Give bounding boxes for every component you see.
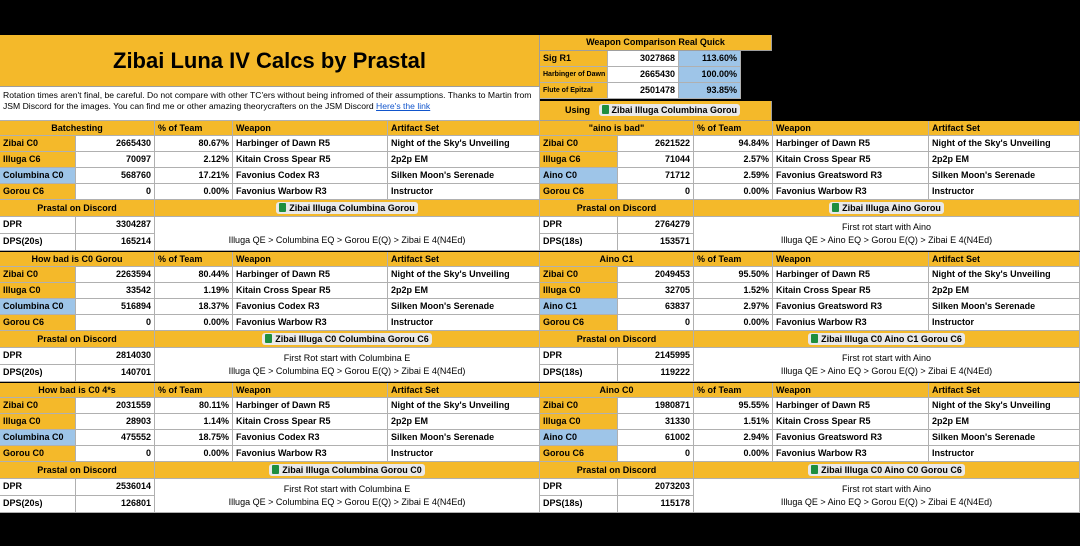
artifact-value: Instructor [929,315,1080,331]
stat-value: 2814030 [76,348,155,365]
percent-value: 0.00% [155,446,233,462]
artifact-value: Night of the Sky's Unveiling [929,398,1080,414]
character-row [540,414,1080,430]
character-name: Columbina C0 [0,430,76,446]
weapon-value: Kitain Cross Spear R5 [773,414,929,430]
weapon-value: Favonius Warbow R3 [773,315,929,331]
weapon-value: Favonius Warbow R3 [773,184,929,200]
character-row [540,430,1080,446]
percent-value: 113.60% [679,51,741,67]
artifact-value: 2p2p EM [929,283,1080,299]
spreadsheet [0,35,1080,512]
artifact-value: Instructor [388,315,540,331]
damage-value: 63837 [618,299,694,315]
character-name: Illuga C0 [0,283,76,299]
damage-value: 70097 [76,152,155,168]
character-row [0,446,540,462]
character-row [540,267,1080,283]
stat-label: DPR [540,479,618,496]
team-chip-label: Zibai Illuga Aino Gorou [842,203,941,213]
artifact-value: Night of the Sky's Unveiling [929,267,1080,283]
using-chip-label: Zibai Illuga Columbina Gorou [611,105,738,115]
calc-block [0,121,540,252]
percent-value: 0.00% [694,184,773,200]
team-sheet-chip[interactable] [262,333,432,345]
rotation-start-text: First rot start with Aino [841,353,932,363]
stat-label: DPR [0,217,76,234]
character-row [0,414,540,430]
character-name: Gorou C6 [0,315,76,331]
percent-value: 2.57% [694,152,773,168]
character-row [540,184,1080,200]
weapon-value: Kitain Cross Spear R5 [233,283,388,299]
character-name: Gorou C6 [540,184,618,200]
block-header-row [0,252,540,267]
rotation-note [694,348,1080,382]
artifact-value: Night of the Sky's Unveiling [388,267,540,283]
stat-value: 126801 [76,496,155,513]
damage-value: 71044 [618,152,694,168]
percent-value: 100.00% [679,67,741,83]
artifact-value: Night of the Sky's Unveiling [929,136,1080,152]
discord-row [540,331,1080,348]
weapon-value: Harbinger of Dawn R5 [233,398,388,414]
damage-value: 2665430 [76,136,155,152]
percent-column-header: % of Team [155,252,233,267]
percent-value: 0.00% [155,315,233,331]
weapon-value: Favonius Warbow R3 [773,446,929,462]
discord-label: Prastal on Discord [540,200,694,217]
team-chip-label: Zibai Illuga C0 Aino C1 Gorou C6 [821,334,962,344]
comparison-title: Weapon Comparison Real Quick [540,35,772,51]
rotation-note [155,217,540,251]
damage-value: 475552 [76,430,155,446]
rotation-sequence-text: Illuga QE > Aino EQ > Gorou E(Q) > Zibai E 4(N4Ed) [780,366,993,376]
using-sheet-chip[interactable] [599,104,741,116]
page-title: Zibai Luna IV Calcs by Prastal [113,48,426,73]
rotation-note [694,479,1080,513]
damage-value: 0 [618,184,694,200]
sheet-icon [279,203,286,212]
percent-column-header: % of Team [694,252,773,267]
weapon-column-header: Weapon [233,121,388,136]
stat-label: DPS(20s) [0,365,76,382]
stats-area [540,348,1080,383]
discord-row [540,200,1080,217]
damage-value: 2621522 [618,136,694,152]
stat-value: 115178 [618,496,694,513]
weapon-value: Kitain Cross Spear R5 [773,283,929,299]
artifact-column-header: Artifact Set [388,383,540,398]
team-chip-label: Zibai Illuga C0 Columbina Gorou C6 [275,334,429,344]
character-row [540,152,1080,168]
percent-value: 95.55% [694,398,773,414]
block-title: Aino C0 [540,383,694,398]
weapon-value: Favonius Warbow R3 [233,315,388,331]
weapon-value: Harbinger of Dawn R5 [773,398,929,414]
team-sheet-cell [694,462,1080,479]
calc-block [540,383,1080,514]
damage-value: 2031559 [76,398,155,414]
percent-value: 80.67% [155,136,233,152]
percent-value: 80.11% [155,398,233,414]
character-row [0,184,540,200]
discord-label: Prastal on Discord [0,200,155,217]
note-text: Rotation times aren't final, be careful. Do not compare with other TC'ers without being infromed of their assumptions. Thanks to Martin from JSM Discord for the images. You can find me or other amazing theorycrafters on the JSM Discord [3,90,532,111]
percent-value: 95.50% [694,267,773,283]
character-name: Gorou C0 [0,446,76,462]
rotation-note [694,217,1080,251]
character-row [0,283,540,299]
stat-value: 140701 [76,365,155,382]
block-header-row [540,252,1080,267]
damage-value: 61002 [618,430,694,446]
damage-value: 71712 [618,168,694,184]
weapon-name: Flute of Epitzal [540,83,608,99]
weapon-name: Harbinger of Dawn [540,67,608,83]
rotation-sequence-text: Illuga QE > Columbina EQ > Gorou E(Q) > Zibai E 4(N4Ed) [228,235,466,245]
rotation-start-text: First rot start with Aino [841,484,932,494]
character-row [540,283,1080,299]
artifact-column-header: Artifact Set [388,252,540,267]
character-name: Gorou C6 [540,446,618,462]
percent-value: 17.21% [155,168,233,184]
percent-value: 1.52% [694,283,773,299]
rotation-start-text: First Rot start with Columbina E [283,484,411,494]
block-header-row [540,383,1080,398]
percent-value: 0.00% [155,184,233,200]
weapon-value: Harbinger of Dawn R5 [233,136,388,152]
weapon-name: Sig R1 [540,51,608,67]
damage-value: 28903 [76,414,155,430]
character-name: Illuga C0 [540,414,618,430]
sheet-icon [811,334,818,343]
character-name: Illuga C0 [0,414,76,430]
character-name: Illuga C6 [0,152,76,168]
discord-label: Prastal on Discord [0,331,155,348]
stat-value: 2073203 [618,479,694,496]
using-row [540,101,772,121]
damage-value: 0 [76,184,155,200]
percent-value: 1.19% [155,283,233,299]
weapon-value: Favonius Warbow R3 [233,184,388,200]
sheet-icon [602,105,609,114]
stats-area [540,217,1080,252]
weapon-column-header: Weapon [233,252,388,267]
rotation-sequence-text: Illuga QE > Aino EQ > Gorou E(Q) > Zibai E 4(N4Ed) [780,497,993,507]
percent-value: 2.59% [694,168,773,184]
artifact-value: 2p2p EM [929,414,1080,430]
stat-label: DPS(18s) [540,365,618,382]
character-row [540,398,1080,414]
character-row [0,430,540,446]
artifact-value: Silken Moon's Serenade [388,299,540,315]
artifact-column-header: Artifact Set [929,252,1080,267]
team-sheet-chip[interactable] [808,464,965,476]
stat-value: 2145995 [618,348,694,365]
percent-value: 0.00% [694,446,773,462]
character-name: Zibai C0 [0,398,76,414]
calc-block [540,252,1080,383]
character-name: Zibai C0 [0,267,76,283]
damage-value: 568760 [76,168,155,184]
character-row [0,398,540,414]
stat-label: DPS(18s) [540,496,618,513]
character-row [540,136,1080,152]
block-title: Batchesting [0,121,155,136]
weapon-value: Favonius Codex R3 [233,430,388,446]
team-chip-label: Zibai Illuga C0 Aino C0 Gorou C6 [821,465,962,475]
team-sheet-cell [155,462,540,479]
weapon-value: Harbinger of Dawn R5 [773,267,929,283]
percent-column-header: % of Team [694,383,773,398]
discord-label: Prastal on Discord [540,331,694,348]
sheet-icon [272,465,279,474]
damage-value: 2501478 [608,83,679,99]
discord-link[interactable]: Here's the link [376,100,431,111]
character-row [540,446,1080,462]
weapon-value: Favonius Greatsword R3 [773,168,929,184]
rotation-start-text: First rot start with Aino [841,222,932,232]
character-row [0,299,540,315]
character-row [540,168,1080,184]
artifact-value: Instructor [388,446,540,462]
character-row [0,267,540,283]
weapon-value: Favonius Greatsword R3 [773,299,929,315]
artifact-value: Night of the Sky's Unveiling [388,136,540,152]
damage-value: 0 [618,446,694,462]
stat-label: DPR [0,348,76,365]
artifact-column-header: Artifact Set [388,121,540,136]
artifact-value: 2p2p EM [388,152,540,168]
percent-value: 93.85% [679,83,741,99]
character-name: Gorou C6 [540,315,618,331]
percent-value: 2.94% [694,430,773,446]
rotation-start-text: First Rot start with Columbina E [283,353,411,363]
percent-value: 2.97% [694,299,773,315]
character-name: Aino C0 [540,430,618,446]
stat-label: DPR [0,479,76,496]
using-label: Using [565,105,591,115]
weapon-value: Kitain Cross Spear R5 [233,152,388,168]
team-sheet-cell [694,200,1080,217]
block-title: How bad is C0 Gorou [0,252,155,267]
percent-value: 80.44% [155,267,233,283]
character-name: Aino C1 [540,299,618,315]
weapon-column-header: Weapon [773,252,929,267]
damage-value: 3027868 [608,51,679,67]
team-sheet-cell [694,331,1080,348]
sheet-icon [811,465,818,474]
discord-row [540,462,1080,479]
stat-label: DPS(20s) [0,234,76,251]
percent-value: 0.00% [694,315,773,331]
stat-label: DPR [540,217,618,234]
damage-value: 0 [76,446,155,462]
character-row [540,299,1080,315]
character-name: Illuga C6 [540,152,618,168]
weapon-value: Harbinger of Dawn R5 [233,267,388,283]
stat-label: DPR [540,348,618,365]
damage-value: 2263594 [76,267,155,283]
stat-value: 153571 [618,234,694,251]
rotation-sequence-text: Illuga QE > Aino EQ > Gorou E(Q) > Zibai E 4(N4Ed) [780,235,993,245]
artifact-value: Silken Moon's Serenade [388,430,540,446]
weapon-value: Kitain Cross Spear R5 [773,152,929,168]
artifact-value: Night of the Sky's Unveiling [388,398,540,414]
damage-value: 1980871 [618,398,694,414]
weapon-value: Kitain Cross Spear R5 [233,414,388,430]
team-sheet-chip[interactable] [269,464,425,476]
character-row [0,136,540,152]
calc-block [540,121,1080,252]
stat-value: 2764279 [618,217,694,234]
damage-value: 31330 [618,414,694,430]
discord-label: Prastal on Discord [540,462,694,479]
damage-value: 0 [76,315,155,331]
artifact-value: 2p2p EM [929,152,1080,168]
calc-block [0,383,540,514]
damage-value: 2665430 [608,67,679,83]
artifact-value: 2p2p EM [388,283,540,299]
stats-area [540,479,1080,514]
sheet-icon [832,203,839,212]
discord-row [0,200,540,217]
character-row [0,315,540,331]
team-chip-label: Zibai Illuga Columbina Gorou C0 [282,465,422,475]
character-name: Zibai C0 [540,267,618,283]
percent-value: 1.14% [155,414,233,430]
artifact-value: Silken Moon's Serenade [388,168,540,184]
character-name: Columbina C0 [0,168,76,184]
block-header-row [540,121,1080,136]
block-header-row [0,383,540,398]
artifact-value: Silken Moon's Serenade [929,430,1080,446]
comparison-row [540,83,772,99]
character-name: Zibai C0 [0,136,76,152]
discord-row [0,331,540,348]
percent-value: 18.37% [155,299,233,315]
artifact-value: Silken Moon's Serenade [929,299,1080,315]
damage-value: 516894 [76,299,155,315]
artifact-value: Silken Moon's Serenade [929,168,1080,184]
damage-value: 32705 [618,283,694,299]
stat-value: 2536014 [76,479,155,496]
block-header-row [0,121,540,136]
weapon-value: Favonius Greatsword R3 [773,430,929,446]
note-box [0,87,540,121]
block-title: How bad is C0 4*s [0,383,155,398]
rotation-sequence-text: Illuga QE > Columbina EQ > Gorou E(Q) > Zibai E 4(N4Ed) [228,366,466,376]
stats-area [0,348,540,383]
character-row [0,168,540,184]
block-title: Aino C1 [540,252,694,267]
character-name: Columbina C0 [0,299,76,315]
percent-column-header: % of Team [155,383,233,398]
stat-value: 119222 [618,365,694,382]
stat-label: DPS(20s) [0,496,76,513]
artifact-value: 2p2p EM [388,414,540,430]
discord-label: Prastal on Discord [0,462,155,479]
character-name: Gorou C6 [0,184,76,200]
team-sheet-chip[interactable] [276,202,418,214]
block-title: "aino is bad" [540,121,694,136]
team-sheet-chip[interactable] [808,333,965,345]
character-name: Illuga C0 [540,283,618,299]
damage-value: 33542 [76,283,155,299]
character-name: Aino C0 [540,168,618,184]
rotation-note [155,479,540,513]
team-sheet-cell [155,331,540,348]
percent-value: 18.75% [155,430,233,446]
artifact-value: Instructor [929,446,1080,462]
percent-column-header: % of Team [155,121,233,136]
character-row [0,152,540,168]
character-name: Zibai C0 [540,398,618,414]
weapon-value: Favonius Codex R3 [233,299,388,315]
percent-value: 94.84% [694,136,773,152]
artifact-column-header: Artifact Set [929,383,1080,398]
artifact-column-header: Artifact Set [929,121,1080,136]
weapon-value: Favonius Warbow R3 [233,446,388,462]
damage-value: 0 [618,315,694,331]
comparison-table [540,51,772,99]
stats-area [0,217,540,252]
character-row [540,315,1080,331]
weapon-value: Favonius Codex R3 [233,168,388,184]
stats-area [0,479,540,514]
weapon-column-header: Weapon [233,383,388,398]
stat-label: DPS(18s) [540,234,618,251]
team-chip-label: Zibai Illuga Columbina Gorou [289,203,415,213]
title-banner [0,35,540,87]
discord-row [0,462,540,479]
team-sheet-chip[interactable] [829,202,944,214]
percent-value: 1.51% [694,414,773,430]
team-sheet-cell [155,200,540,217]
stat-value: 165214 [76,234,155,251]
percent-value: 2.12% [155,152,233,168]
artifact-value: Instructor [929,184,1080,200]
artifact-value: Instructor [388,184,540,200]
weapon-column-header: Weapon [773,383,929,398]
character-name: Zibai C0 [540,136,618,152]
sheet-icon [265,334,272,343]
stat-value: 3304287 [76,217,155,234]
percent-column-header: % of Team [694,121,773,136]
rotation-start-text [155,221,539,234]
comparison-row [540,67,772,83]
calc-block [0,252,540,383]
rotation-sequence-text: Illuga QE > Columbina EQ > Gorou E(Q) > Zibai E 4(N4Ed) [228,497,466,507]
rotation-note [155,348,540,382]
damage-value: 2049453 [618,267,694,283]
weapon-column-header: Weapon [773,121,929,136]
comparison-row [540,51,772,67]
weapon-value: Harbinger of Dawn R5 [773,136,929,152]
